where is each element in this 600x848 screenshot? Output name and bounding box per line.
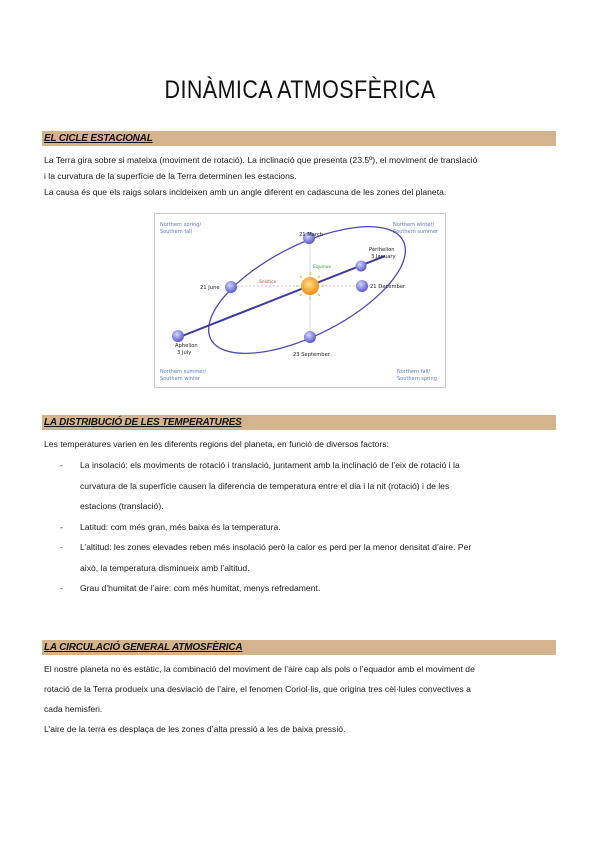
paragraph-line: i la curvatura de la superfície de la Terra determinen les estacions. [44, 171, 297, 181]
label-perihelion-2: 3 January [371, 254, 396, 260]
svg-text:Equinox: Equinox [313, 265, 331, 270]
paragraph-line: L’aire de la terra es desplaça de les zones d’alta pressió a les de baixa pressió. [44, 724, 346, 734]
list-item: - L’altitud: les zones elevades reben més insolació però la calor es perd per la menor densitat d’aire. Per això, la temperatura disminueix amb l’altitud. [60, 542, 472, 573]
label-september: 23 September [293, 352, 330, 358]
corner-bottom-right-2: Southern spring [397, 376, 437, 382]
page-title: DINÀMICA ATMOSFÈRICA [164, 76, 436, 104]
paragraph-line: La Terra gira sobre si mateixa (moviment de rotació). La inclinació que presenta (23.5º), el moviment de translació [44, 155, 478, 165]
corner-bottom-left-2: Southern winter [160, 376, 201, 382]
section-heading-label: EL CICLE ESTACIONAL [44, 133, 153, 144]
earth-september-icon [304, 331, 316, 343]
earth-perihelion-icon [356, 261, 367, 272]
earth-june-icon [225, 281, 237, 293]
seasons-orbit-diagram [154, 213, 446, 388]
section-heading-cicle-estacional [42, 131, 556, 146]
section-heading-label: LA CIRCULACIÓ GENERAL ATMOSFÈRICA [44, 642, 243, 653]
label-aphelion-2: 3 July [177, 350, 192, 356]
list-item: - Latitud: com més gran, més baixa és la temperatura. [60, 521, 281, 532]
earth-aphelion-icon [172, 330, 184, 342]
section-heading-circulacio-general [42, 640, 556, 655]
corner-top-right-2: Southern summer [393, 229, 438, 235]
paragraph-line: Les temperatures varien en les diferents regions del planeta, en funció de diversos factors: [44, 439, 389, 449]
corner-top-right-1: Northern winter/ [393, 222, 435, 228]
earth-december-icon [356, 280, 368, 292]
paragraph-line: cada hemisferi. [44, 704, 103, 714]
orbit-axis-line [177, 256, 385, 338]
list-item-line: Latitud: com més gran, més baixa és la temperatura. [80, 521, 281, 532]
label-aphelion-1: Aphelion [175, 343, 198, 349]
label-perihelion-1: Perihelion [369, 247, 395, 253]
list-item-line: això, la temperatura disminueix amb l’altitud. [80, 562, 250, 573]
svg-text:Solstice: Solstice [259, 280, 277, 285]
paragraph-line: La causa és que els raigs solars incideixen amb un angle diferent en cadascuna de les zones del planeta. [44, 187, 447, 197]
label-june: 21 June [200, 285, 220, 291]
paragraph-line: El nostre planeta no és estàtic, la combinació del moviment de l’aire cap als pols o l’equador amb el moviment de [44, 664, 475, 674]
list-item-line: Grau d’humitat de l’aire: com més humitat, menys refredament. [80, 583, 321, 593]
label-december: 21 December [370, 284, 406, 290]
list-item-line: curvatura de la superfície causen la diferencia de temperatura entre el dia i la nit (rotació) i de les [80, 480, 450, 491]
corner-top-left-2: Southern fall [160, 229, 192, 235]
section-heading-label: LA DISTRIBUCIÓ DE LES TEMPERATURES [44, 417, 242, 428]
factors-list [44, 455, 544, 599]
corner-bottom-left-1: Northern summer/ [160, 369, 207, 375]
list-item: - La insolació: els moviments de rotació i translació, juntament amb la inclinació de l’eix de rotació i la curvatura de la superfície causen la diferencia de temperatura entre el dia i la nit (rotació) i de les estacions (translació). [60, 460, 460, 511]
list-item-line: estacions (translació). [80, 501, 164, 511]
corner-bottom-right-1: Northern fall/ [397, 369, 431, 375]
list-item-line: La insolació: els moviments de rotació i translació, juntament amb la inclinació de l’eix de rotació i la [80, 460, 460, 470]
corner-top-left-1: Northern spring/ [160, 222, 202, 228]
paragraph-line: rotació de la Terra produeix una desviació de l’aire, el fenomen Coriol·lis, que origina tres cèl·lules convectives a [44, 684, 471, 694]
label-march: 21 March [299, 232, 324, 238]
list-item-line: L’altitud: les zones elevades reben més insolació però la calor es perd per la menor densitat d’aire. Per [80, 542, 472, 552]
list-item: - Grau d’humitat de l’aire: com més humitat, menys refredament. [60, 583, 321, 593]
section-heading-distribucio-temperatures [42, 415, 556, 430]
